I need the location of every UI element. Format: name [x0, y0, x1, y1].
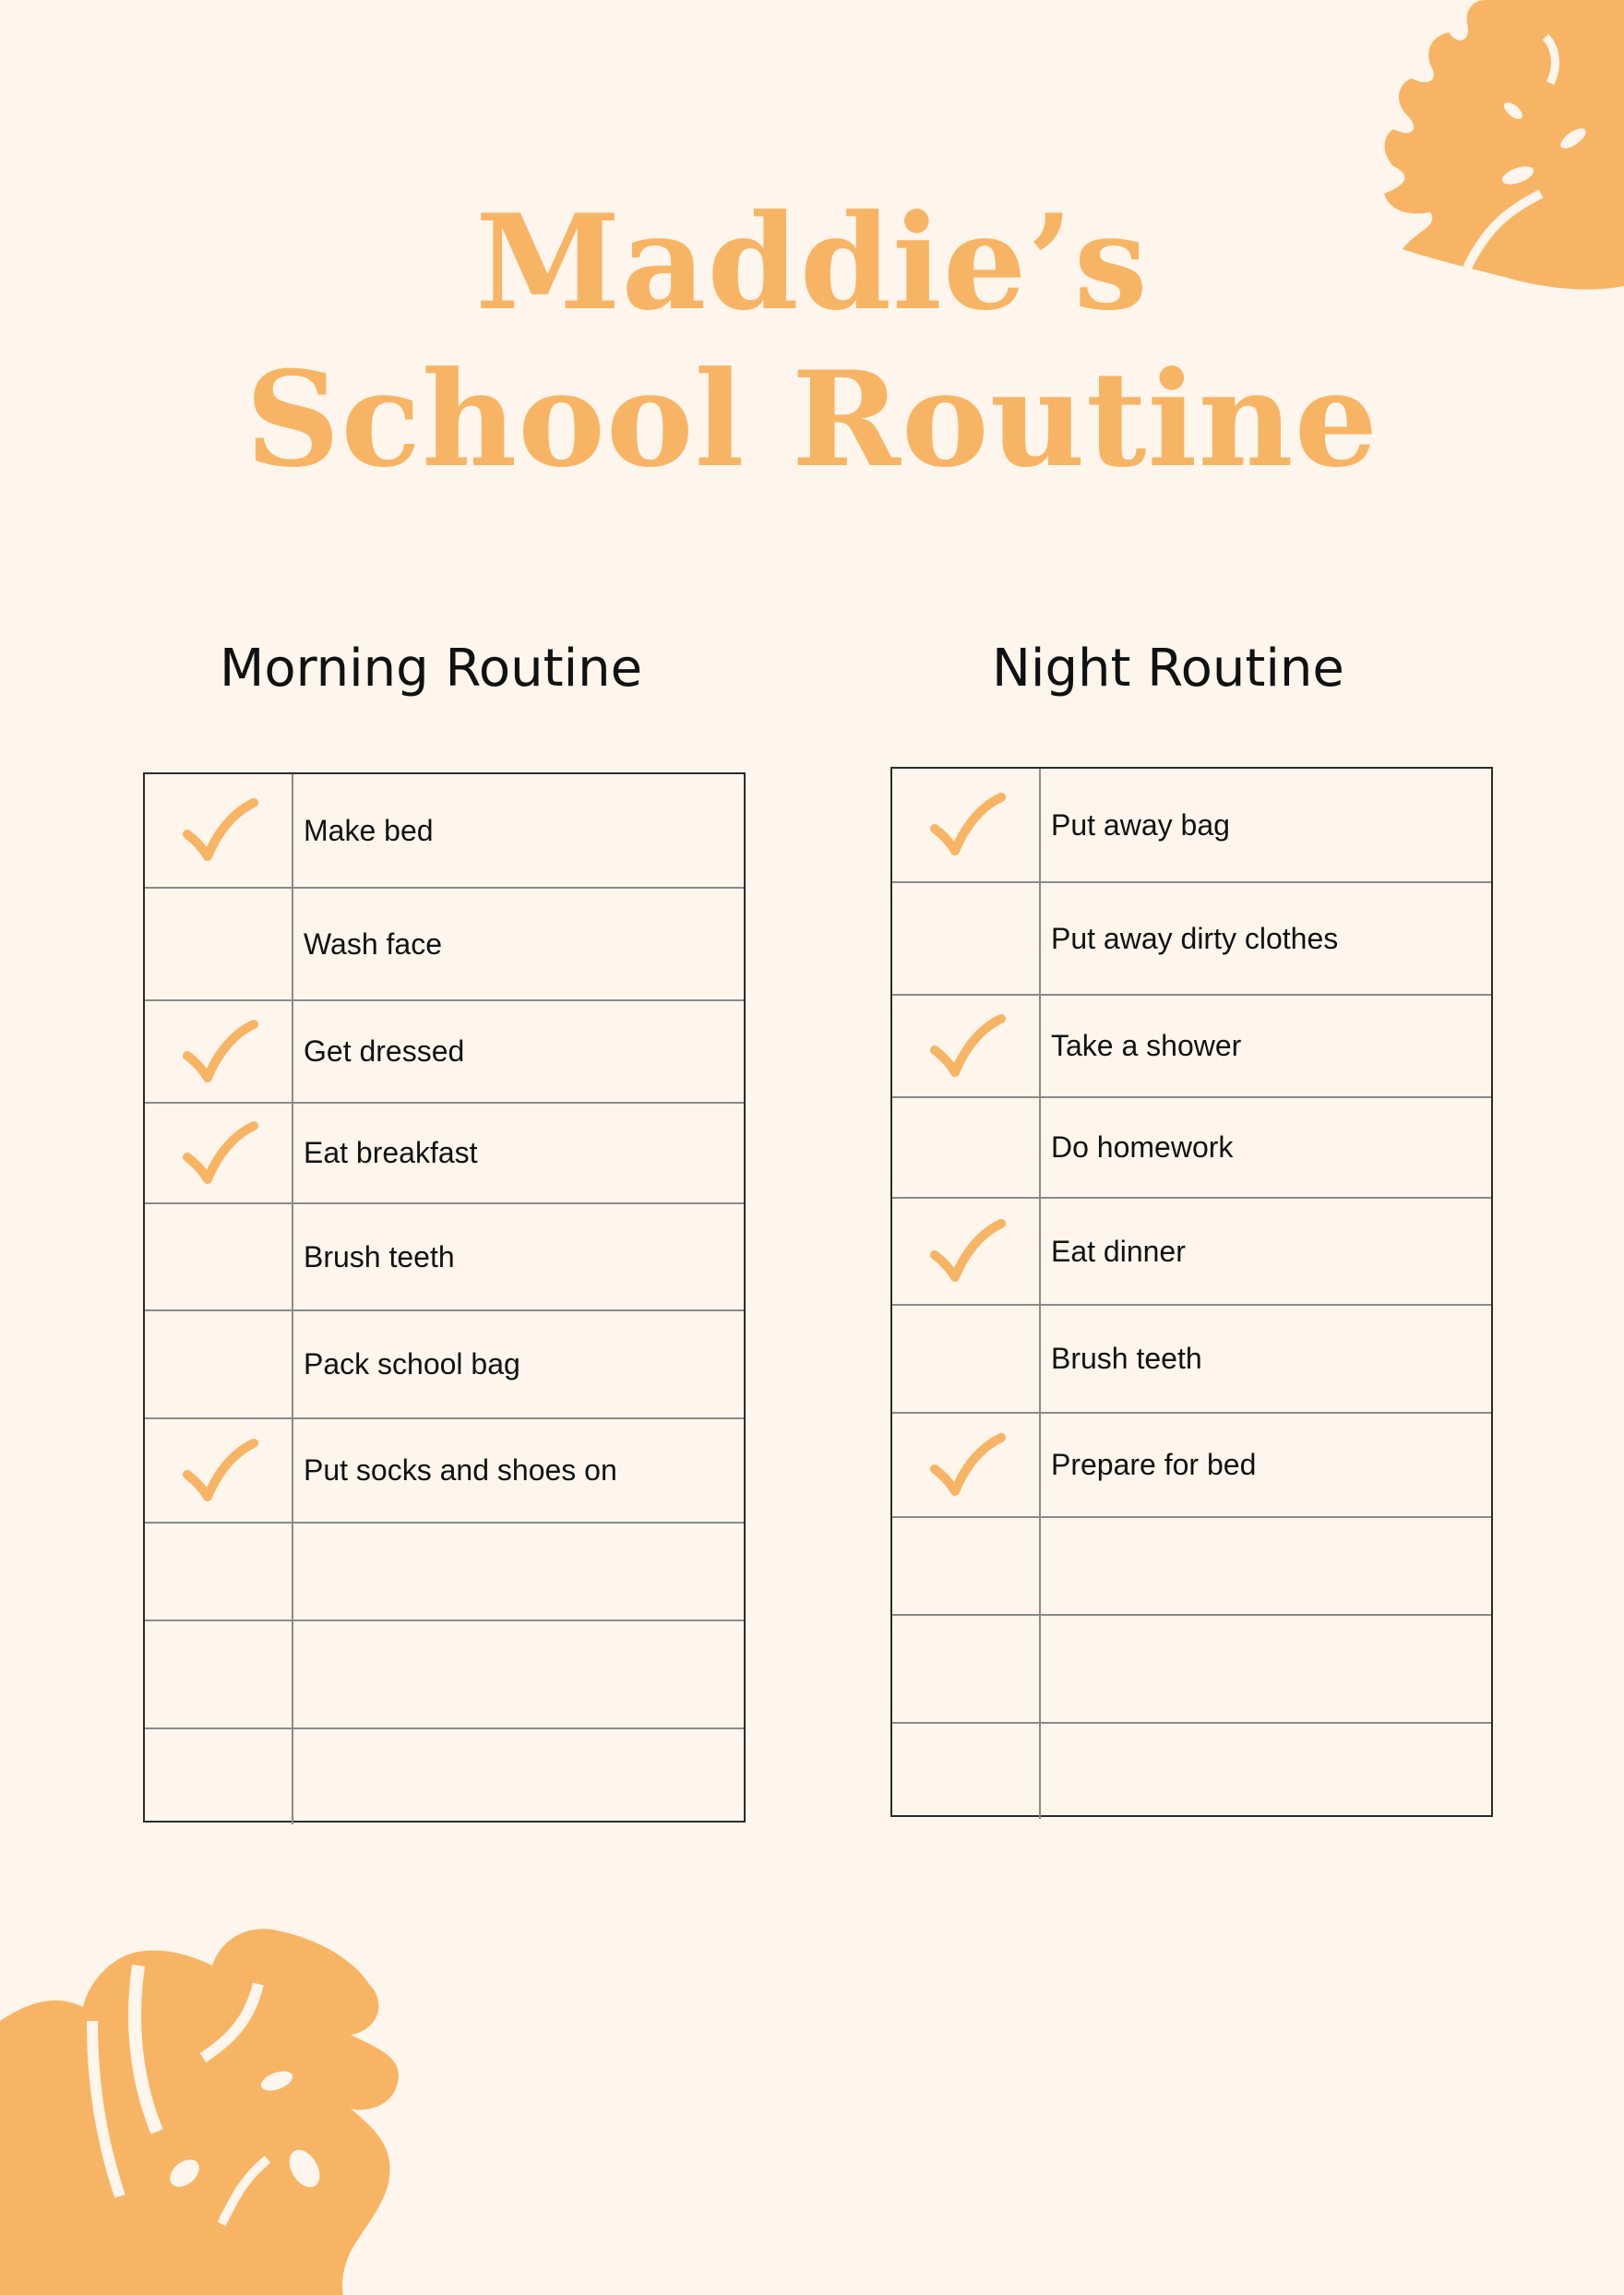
checkbox-cell[interactable]	[145, 774, 293, 887]
task-label: Put socks and shoes on	[304, 1453, 617, 1487]
table-row	[892, 881, 1491, 994]
table-row	[145, 887, 744, 999]
monstera-leaf-icon	[0, 1919, 498, 2295]
checkbox-cell[interactable]	[145, 1104, 293, 1202]
table-row	[892, 1412, 1491, 1516]
checkbox-cell[interactable]	[892, 1414, 1041, 1516]
checkmark-icon	[929, 1430, 1008, 1500]
checkmark-icon	[182, 795, 260, 866]
task-label	[293, 1524, 744, 1620]
task-label: Brush teeth	[304, 1239, 455, 1273]
table-row	[145, 1522, 744, 1620]
table-row	[145, 1727, 744, 1824]
table-row	[145, 1102, 744, 1202]
task-label: Get dressed	[304, 1034, 465, 1068]
table-row	[892, 1516, 1491, 1614]
task-label	[293, 1621, 744, 1727]
checkbox-cell[interactable]	[892, 1098, 1041, 1197]
table-row	[892, 1722, 1491, 1819]
checkbox-cell[interactable]	[145, 1311, 293, 1417]
checkbox-cell[interactable]	[145, 1524, 293, 1620]
task-label: Put away dirty clothes	[1051, 921, 1339, 955]
checkbox-cell[interactable]	[145, 1204, 293, 1309]
table-row	[145, 999, 744, 1102]
task-label	[293, 1729, 744, 1824]
table-row	[145, 1417, 744, 1522]
table-row	[892, 1096, 1491, 1197]
checkbox-cell[interactable]	[145, 889, 293, 999]
table-row	[892, 769, 1491, 881]
checkbox-cell[interactable]	[145, 1419, 293, 1522]
night-routine-heading: Night Routine	[992, 639, 1344, 699]
task-label: Eat dinner	[1051, 1234, 1186, 1268]
task-label: Wash face	[304, 926, 442, 961]
checkmark-icon	[182, 1017, 260, 1087]
checkbox-cell[interactable]	[892, 883, 1041, 994]
morning-routine-table	[143, 772, 746, 1823]
table-row	[145, 1202, 744, 1309]
task-label: Do homework	[1051, 1130, 1234, 1164]
task-label	[1041, 1724, 1491, 1819]
checkbox-cell[interactable]	[892, 996, 1041, 1096]
task-label: Make bed	[304, 813, 434, 847]
table-row	[145, 1309, 744, 1417]
table-row	[892, 1304, 1491, 1412]
task-label: Eat breakfast	[304, 1136, 478, 1169]
task-label	[1041, 1616, 1491, 1722]
checkbox-cell[interactable]	[892, 769, 1041, 881]
task-label: Prepare for bed	[1051, 1448, 1257, 1481]
checkbox-cell[interactable]	[145, 1001, 293, 1102]
table-row	[892, 1614, 1491, 1722]
checkbox-cell[interactable]	[892, 1199, 1041, 1304]
checkbox-cell[interactable]	[892, 1724, 1041, 1819]
checkbox-cell[interactable]	[145, 1621, 293, 1727]
table-row	[145, 774, 744, 887]
checkmark-icon	[929, 790, 1008, 860]
table-row	[145, 1620, 744, 1727]
table-row	[892, 994, 1491, 1096]
checkmark-icon	[929, 1011, 1008, 1082]
morning-routine-heading: Morning Routine	[220, 639, 643, 699]
page-title-line-2: School Routine	[245, 343, 1379, 496]
checkbox-cell[interactable]	[145, 1729, 293, 1824]
checkmark-icon	[182, 1436, 260, 1506]
checkbox-cell[interactable]	[892, 1518, 1041, 1614]
checkbox-cell[interactable]	[892, 1616, 1041, 1722]
checkmark-icon	[929, 1216, 1008, 1286]
task-label: Put away bag	[1051, 807, 1230, 842]
checkmark-icon	[182, 1118, 260, 1189]
task-label: Take a shower	[1051, 1029, 1242, 1062]
page-title-line-1: Maddie’s	[475, 186, 1149, 340]
task-label	[1041, 1518, 1491, 1614]
night-routine-table	[890, 767, 1493, 1817]
table-row	[892, 1197, 1491, 1304]
task-label: Brush teeth	[1051, 1342, 1202, 1375]
checkbox-cell[interactable]	[892, 1306, 1041, 1412]
task-label: Pack school bag	[304, 1347, 520, 1381]
